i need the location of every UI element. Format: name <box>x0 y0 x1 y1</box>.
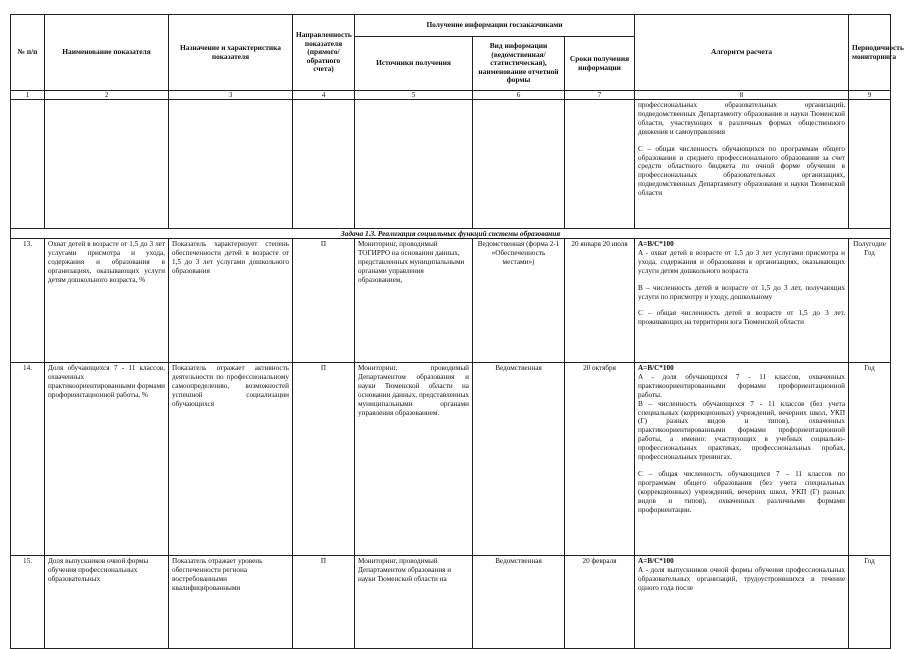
col-number: 2 <box>45 91 169 100</box>
indicator-direction: П <box>293 239 355 363</box>
table-row <box>11 556 891 649</box>
indicator-name: Охват детей в возрасте от 1,5 до 3 лет услугами присмотра и ухода, содержания и образования в организациях, оказывающих услуги детям дошкольного возраста, % <box>45 239 169 363</box>
indicator-name: Доля выпускников очной формы обучения профессиональных образовательных <box>45 556 169 649</box>
row-number: 15. <box>11 556 45 649</box>
col-number: 8 <box>635 91 849 100</box>
indicator-direction: П <box>293 363 355 556</box>
info-terms: 20 февраля <box>565 556 635 649</box>
header-info-type: Вид информации (ведомственная/статистическая), наименование отчетной формы <box>473 37 565 91</box>
algorithm-paragraph: A - доля выпускников очной формы обучения профессиональных образовательных организаций, трудоустроившихся в течение одного года после <box>638 565 846 592</box>
info-source: Мониторинг, проводимый ТОГИРРО на основании данных, представленных муниципальными органами управления образованием, <box>355 239 473 363</box>
header-group: Получение информации госзаказчиками <box>355 15 635 37</box>
header-terms: Сроки получения информации <box>565 37 635 91</box>
info-source: Мониторинг, проводимый Департаментом образования и науки Тюменской области на <box>355 556 473 649</box>
empty-cell <box>355 100 473 229</box>
col-number: 6 <box>473 91 565 100</box>
col-number: 3 <box>169 91 293 100</box>
table-row <box>11 239 891 363</box>
col-number: 5 <box>355 91 473 100</box>
empty-cell <box>473 100 565 229</box>
col-number: 9 <box>849 91 891 100</box>
table-row <box>11 363 891 556</box>
algorithm-cell <box>635 363 849 556</box>
empty-cell <box>565 100 635 229</box>
info-source: Мониторинг, проводимый Департаментом образования и науки Тюменской области на основании данных, представленных муниципальными органами управления образованием. <box>355 363 473 556</box>
empty-cell <box>169 100 293 229</box>
monitoring-period: Год <box>849 556 891 649</box>
col-number: 1 <box>11 91 45 100</box>
empty-cell <box>293 100 355 229</box>
task-title: Задача 1.3. Реализация социальных функций системы образования <box>11 229 891 239</box>
indicator-purpose: Показатель отражает активность деятельности по профессиональному самоопределению, возможностей успешной социализации обучающихся <box>169 363 293 556</box>
empty-cell <box>45 100 169 229</box>
algorithm-paragraph: A - охват детей в возрасте от 1,5 до 3 лет услугами присмотра и ухода, содержания и образования в организациях, оказывающих услуги детям дошкольного возраста <box>638 248 846 275</box>
indicator-direction: П <box>293 556 355 649</box>
indicators-table <box>10 14 904 649</box>
continuation-algorithm <box>635 100 849 229</box>
formula: A=B/C*100 <box>638 364 674 372</box>
algorithm-paragraph: С – общая численность детей в возрасте от 1,5 до 3 лет, проживающих на территории юга Тюменской области <box>638 309 846 327</box>
algorithm-cell <box>635 556 849 649</box>
monitoring-period: Год <box>849 363 891 556</box>
row-number: 13. <box>11 239 45 363</box>
header-algorithm: Алгоритм расчета <box>635 15 849 91</box>
header-direction: Направленность показателя (прямого/обратного счета) <box>293 15 355 91</box>
header-row <box>11 15 891 37</box>
formula: A=B/C*100 <box>638 240 674 248</box>
indicator-name: Доля обучающихся 7 - 11 классов, охваченных практикоориентированными формами профориентационной работы, % <box>45 363 169 556</box>
monitoring-period: Полугодие Год <box>849 239 891 363</box>
continuation-paragraph: С – общая численность обучающихся по программам общего образования и среднего профессионального образования за счет средств областного бюджета по очной форме обучения в профессиональных образовательных организациях, подведомственных Департаменту образования и науки Тюменской области <box>638 144 846 198</box>
info-type: Ведомственная <box>473 556 565 649</box>
info-type: Ведомственная (форма 2-1 «Обеспеченность местами») <box>473 239 565 363</box>
info-terms: 20 января 20 июля <box>565 239 635 363</box>
col-number: 4 <box>293 91 355 100</box>
info-terms: 20 октября <box>565 363 635 556</box>
algorithm-paragraph: A - доля обучающихся 7 - 11 классов, охваченных практикоориентированными формами профориентационной работы. <box>638 372 846 399</box>
header-num: № п/п <box>11 15 45 91</box>
col-number: 7 <box>565 91 635 100</box>
document-page <box>10 14 904 640</box>
algorithm-cell <box>635 239 849 363</box>
formula: A=B/C*100 <box>638 557 674 565</box>
info-type: Ведомственная <box>473 363 565 556</box>
header-source: Источники получения <box>355 37 473 91</box>
row-number: 14. <box>11 363 45 556</box>
header-purpose: Назначение и характеристика показателя <box>169 15 293 91</box>
header-name: Наименование показателя <box>45 15 169 91</box>
task-row <box>11 229 891 239</box>
column-numbers-row <box>11 91 891 100</box>
indicator-purpose: Показатель отражает уровень обеспеченности региона востребованными квалифицированными <box>169 556 293 649</box>
continuation-row <box>11 100 891 229</box>
header-period: Периодичность мониторинга <box>849 15 891 91</box>
algorithm-paragraph: B – численность обучающихся 7 - 11 классов (без учета специальных (коррекционных) учреждений, вечерних школ, УКП (Г) разных видов и типов), охваченных практикоориентированными формами профориентационной работы, а именно: участвующих в учебных социально-профессиональных практиках, профессиональных пробах, профессиональных тренингах. <box>638 399 846 462</box>
indicator-purpose: Показатель характеризует степень обеспеченности детей в возрасте от 1,5 до 3 лет услугами дошкольного образования <box>169 239 293 363</box>
empty-cell <box>11 100 45 229</box>
algorithm-paragraph: С – общая численность обучающихся 7 – 11 классов по программам общего образования (без учета специальных (коррекционных) учреждений, вечерних школ, УКП (Г) разных видов и типов), охваченных различными формами профориентации. <box>638 469 846 514</box>
empty-cell <box>849 100 891 229</box>
continuation-paragraph: профессиональных образовательных организаций, подведомственных Департаменту образования и науки Тюменской области, участвующих в различных формах общественного движения и самоуправления <box>638 101 846 136</box>
algorithm-paragraph: B – численность детей в возрасте от 1,5 до 3 лет, получающих услуги по присмотру и уходу, дошкольному <box>638 283 846 301</box>
